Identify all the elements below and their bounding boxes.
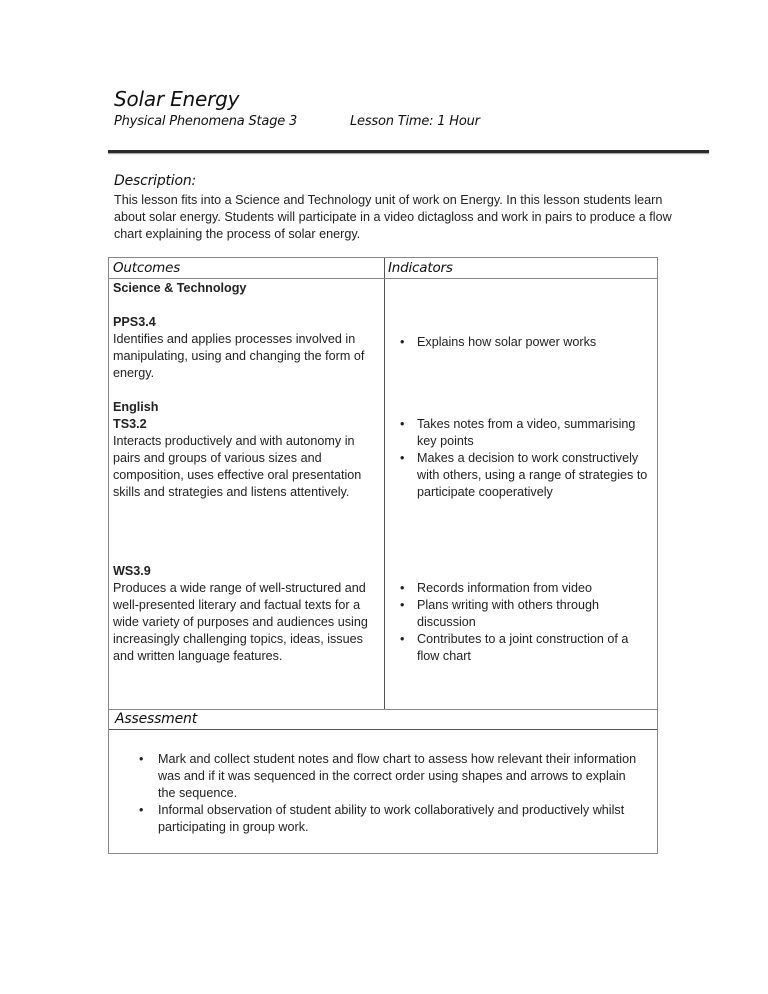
outcome-cell-science [113, 280, 381, 382]
outcomes-column-header: Outcomes [113, 260, 181, 276]
outcome-code: WS3.9 [113, 564, 151, 578]
bullet-icon: • [139, 752, 144, 766]
bullet-icon: • [400, 632, 405, 646]
bullet-icon: • [400, 417, 405, 431]
bullet-icon: • [400, 335, 405, 349]
outcome-description: Produces a wide range of well-structured and well-presented literary and factual texts for a wide variety of purposes and audiences using increasingly challenging topics, ideas, issues and written language features. [113, 581, 368, 663]
description-text: This lesson fits into a Science and Technology unit of work on Energy. In this lesson students learn about solar energy. Students will participate in a video dictagloss and work in pairs to produce a flow chart explaining the process of solar energy. [114, 193, 672, 241]
indicator-item: • Records information from video [400, 581, 592, 595]
document-title: Solar Energy [114, 87, 240, 111]
outcomes-table [108, 257, 658, 710]
column-divider [384, 258, 385, 709]
bullet-icon: • [139, 803, 144, 817]
indicator-item: • Contributes to a joint construction of a flow chart [400, 632, 629, 663]
outcome-description: Identifies and applies processes involved in manipulating, using and changing the form of energy. [113, 332, 365, 380]
header-row-divider [109, 278, 657, 279]
description-heading: Description: [114, 173, 197, 189]
indicator-list-ts32 [398, 416, 653, 501]
bullet-icon: • [400, 581, 405, 595]
assessment-header [108, 709, 658, 730]
header-divider [108, 150, 709, 153]
assessment-item: • Mark and collect student notes and flow chart to assess how relevant their information was and if it was sequenced in the correct order using shapes and arrows to explain the sequence. [139, 752, 637, 800]
outcome-code: PPS3.4 [113, 315, 156, 329]
subject-label: Science & Technology [113, 281, 247, 295]
indicator-list-ws39 [398, 580, 653, 665]
assessment-item: • Informal observation of student ability to work collaboratively and productively whilst participating in group work. [139, 803, 625, 834]
indicator-list-pps34 [398, 334, 653, 351]
assessment-heading: Assessment [115, 711, 197, 727]
outcome-cell-ws39 [113, 563, 381, 665]
outcome-description: Interacts productively and with autonomy in pairs and groups of various sizes and composition, uses effective oral presentation skills and strategies and listens attentively. [113, 434, 362, 499]
subject-label: English [113, 400, 159, 414]
document-subtitle: Physical Phenomena Stage 3 [114, 114, 298, 129]
bullet-icon: • [400, 451, 405, 465]
assessment-list [139, 751, 639, 836]
assessment-box [108, 729, 658, 854]
indicator-item: • Explains how solar power works [400, 335, 597, 349]
outcome-code: TS3.2 [113, 417, 147, 431]
indicators-column-header: Indicators [388, 260, 453, 276]
indicator-item: • Takes notes from a video, summarising key points [400, 417, 636, 448]
lesson-time: Lesson Time: 1 Hour [350, 114, 480, 129]
indicator-item: • Plans writing with others through discussion [400, 598, 600, 629]
bullet-icon: • [400, 598, 405, 612]
indicator-item: • Makes a decision to work constructively with others, using a range of strategies to participate cooperatively [400, 451, 648, 499]
outcome-cell-english [113, 399, 381, 501]
